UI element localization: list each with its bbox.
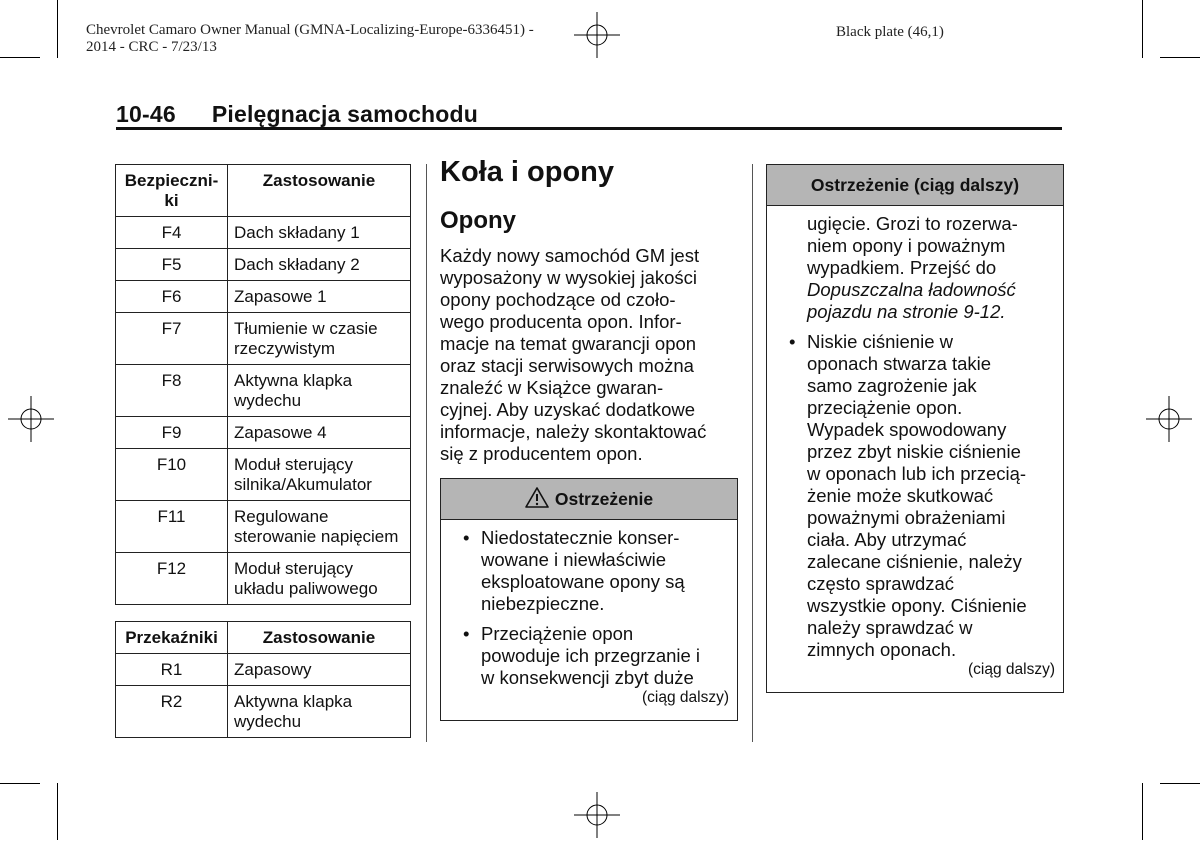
column-header-relay: Przekaźniki (116, 622, 228, 654)
warning-title: Ostrzeżenie (554, 489, 654, 509)
fuse-usage: Dach składany 2 (228, 249, 411, 281)
text-line: niem opony i poważnym (807, 235, 1006, 256)
fuse-id: F5 (116, 249, 228, 281)
paragraph-line: się z producentem opon. (440, 443, 643, 464)
fuse-id: F9 (116, 417, 228, 449)
table-header-row (116, 165, 411, 217)
registration-mark-left-icon (8, 396, 54, 442)
column-header-fuse: Bezpieczni- ki (116, 165, 228, 217)
fuse-id: F6 (116, 281, 228, 313)
registration-mark-bottom-icon (574, 792, 620, 838)
list-line: przez zbyt niskie ciśnienie (807, 441, 1021, 462)
crop-mark (0, 57, 40, 58)
list-line: niebezpieczne. (481, 593, 605, 614)
column-divider (752, 164, 753, 742)
print-metadata (86, 22, 534, 56)
paragraph-line: znaleźć w Książce gwaran- (440, 377, 664, 398)
paragraph-line: wego producenta opon. Infor- (440, 311, 682, 332)
section-heading: Opony (440, 207, 516, 234)
table-row (116, 501, 411, 553)
list-item (441, 527, 737, 615)
crop-mark (1160, 783, 1200, 784)
plate-label: Black plate (46,1) (836, 24, 944, 40)
fuse-usage: Tłumienie w czasie rzeczywistym (228, 313, 411, 365)
column-divider (426, 164, 427, 742)
paragraph-line: cyjnej. Aby uzyskać dodatkowe (440, 399, 696, 420)
registration-mark-right-icon (1146, 396, 1192, 442)
fuse-usage: Zapasowe 4 (228, 417, 411, 449)
crop-mark (1142, 0, 1143, 58)
paragraph-line: informacje, należy skontaktować (440, 421, 707, 442)
continued-label: (ciąg dalszy) (968, 661, 1055, 678)
fuse-usage: Moduł sterujący silnika/Akumulator (228, 449, 411, 501)
warning-header: Ostrzeżenie (ciąg dalszy) (767, 165, 1063, 206)
chapter-heading: Koła i opony (440, 156, 614, 188)
fuse-usage: Zapasowe 1 (228, 281, 411, 313)
table-row (116, 417, 411, 449)
table-row (116, 365, 411, 417)
fuse-usage: Regulowane sterowanie napięciem (228, 501, 411, 553)
list-line: zimnych oponach. (807, 639, 957, 660)
list-line: oponach stwarza takie (807, 353, 992, 374)
list-line: zalecane ciśnienie, należy (807, 551, 1022, 572)
text-line: Dopuszczalna ładowność (807, 279, 1016, 300)
relay-usage: Zapasowy (228, 654, 411, 686)
table-row (116, 449, 411, 501)
list-item (767, 331, 1063, 661)
continued-text (767, 213, 1063, 323)
registration-mark-top-icon (574, 12, 620, 58)
fuse-id: F8 (116, 365, 228, 417)
list-line: żenie może skutkować (807, 485, 994, 506)
warning-list (441, 527, 737, 689)
table-row (116, 281, 411, 313)
warning-header (441, 479, 737, 520)
paragraph-line: oraz stacji serwisowych można (440, 355, 694, 376)
text-line: pojazdu na stronie 9-12. (807, 301, 1006, 322)
paragraph-line: wyposażony w wysokiej jakości (440, 267, 698, 288)
crop-mark (0, 783, 40, 784)
fuse-id: F4 (116, 217, 228, 249)
list-line: powoduje ich przegrzanie i (481, 645, 701, 666)
fuse-id: F7 (116, 313, 228, 365)
table-row (116, 654, 411, 686)
list-line: Niskie ciśnienie w (807, 331, 953, 352)
list-line: Wypadek spowodowany (807, 419, 1007, 440)
fuse-usage: Moduł sterujący układu paliwowego (228, 553, 411, 605)
bullet-icon: • (463, 623, 470, 644)
relay-usage: Aktywna klapka wydechu (228, 686, 411, 738)
bullet-icon: • (789, 331, 796, 352)
relay-id: R2 (116, 686, 228, 738)
manual-title-line: Chevrolet Camaro Owner Manual (GMNA-Localizing-Europe-6336451) - (86, 22, 534, 38)
table-row (116, 313, 411, 365)
cross-reference-link[interactable] (807, 279, 1063, 323)
list-line: wszystkie opony. Ciśnienie (807, 595, 1027, 616)
list-line: poważnymi obrażeniami (807, 507, 1006, 528)
fuse-usage: Dach składany 1 (228, 217, 411, 249)
fuse-usage: Aktywna klapka wydechu (228, 365, 411, 417)
crop-mark (57, 783, 58, 840)
relay-table (115, 621, 411, 738)
warning-box (440, 478, 738, 721)
crop-mark (1160, 57, 1200, 58)
fuse-id: F11 (116, 501, 228, 553)
paragraph-line: opony pochodzące od czoło- (440, 289, 676, 310)
list-line: Niedostatecznie konser- (481, 527, 680, 548)
intro-paragraph (440, 245, 740, 465)
bullet-icon: • (463, 527, 470, 548)
table-row (116, 217, 411, 249)
fuse-id: F12 (116, 553, 228, 605)
header-rule (116, 127, 1062, 130)
list-line: ciała. Aby utrzymać (807, 529, 967, 550)
list-line: przeciążenie opon. (807, 397, 963, 418)
section-title: Pielęgnacja samochodu (211, 101, 479, 127)
fuse-id: F10 (116, 449, 228, 501)
list-item (441, 623, 737, 689)
paragraph-line: macje na temat gwarancji opon (440, 333, 697, 354)
table-row (116, 553, 411, 605)
warning-triangle-icon (525, 482, 549, 522)
manual-date-line: 2014 - CRC - 7/23/13 (86, 39, 217, 55)
text-line: wypadkiem. Przejść do (807, 257, 997, 278)
column-header-usage: Zastosowanie (228, 622, 411, 654)
running-head (116, 101, 478, 128)
list-line: w oponach lub ich przecią- (807, 463, 1027, 484)
warning-box-continued (766, 164, 1064, 693)
list-line: należy sprawdzać w (807, 617, 973, 638)
fuse-table (115, 164, 411, 605)
list-line: samo zagrożenie jak (807, 375, 977, 396)
relay-id: R1 (116, 654, 228, 686)
list-line: często sprawdzać (807, 573, 955, 594)
list-line: w konsekwencji zbyt duże (481, 667, 694, 688)
crop-mark (1142, 783, 1143, 840)
list-line: eksploatowane opony są (481, 571, 685, 592)
list-line: Przeciążenie opon (481, 623, 634, 644)
table-row (116, 686, 411, 738)
table-header-row (116, 622, 411, 654)
continued-label: (ciąg dalszy) (642, 689, 729, 706)
table-row (116, 249, 411, 281)
list-line: wowane i niewłaściwie (481, 549, 667, 570)
page-number: 10-46 (116, 101, 176, 127)
paragraph-line: Każdy nowy samochód GM jest (440, 245, 700, 266)
crop-mark (57, 0, 58, 58)
warning-list (767, 331, 1063, 661)
column-header-usage: Zastosowanie (228, 165, 411, 217)
text-line: ugięcie. Grozi to rozerwa- (807, 213, 1018, 234)
